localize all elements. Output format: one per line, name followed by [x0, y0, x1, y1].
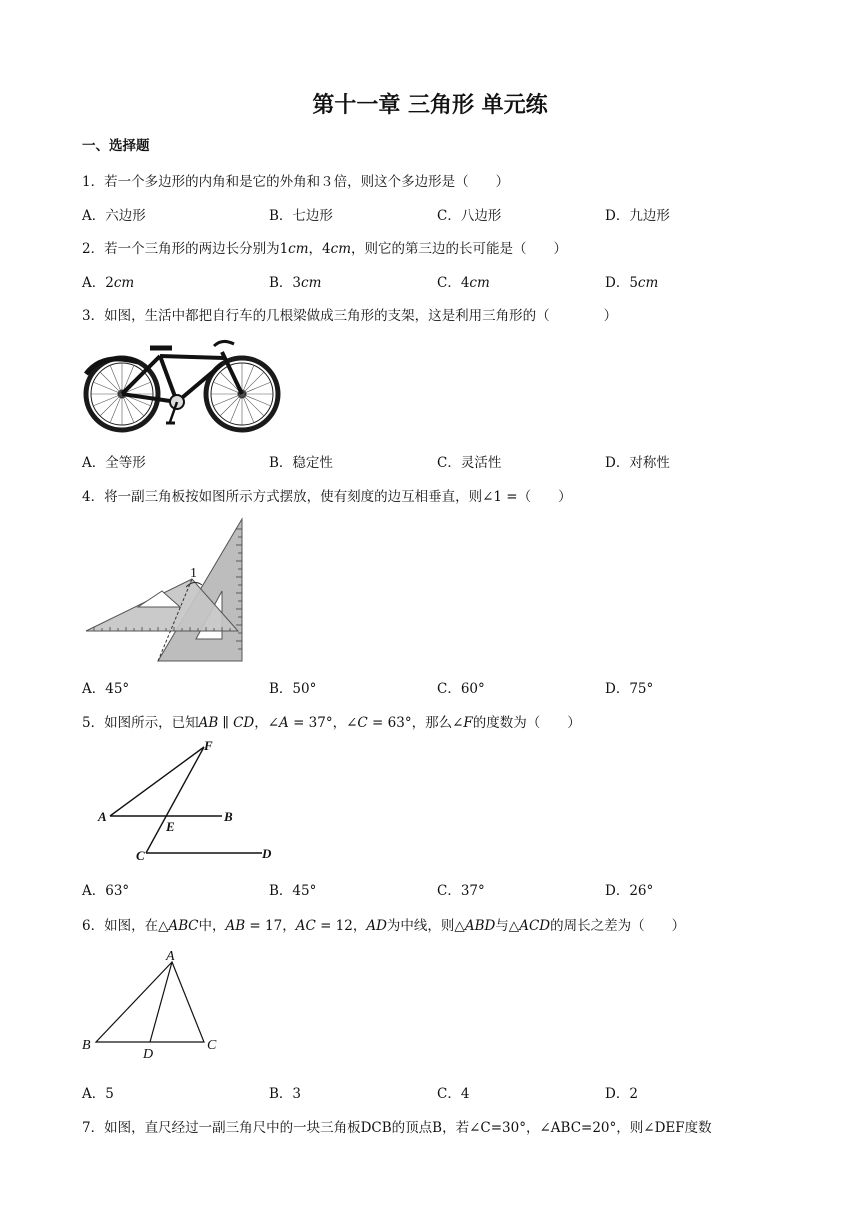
q3-option-d[interactable]: D．对称性: [605, 455, 670, 471]
bicycle-frame: [122, 352, 242, 402]
q6-option-b[interactable]: B．3: [269, 1086, 302, 1102]
handlebar: [214, 341, 234, 346]
q4-option-b[interactable]: B．50°: [269, 681, 317, 697]
q6-option-a[interactable]: A．5: [82, 1086, 114, 1102]
q5-option-b[interactable]: B．45°: [269, 883, 317, 899]
q1-option-a[interactable]: A．六边形: [82, 208, 146, 224]
label-C: C: [136, 848, 145, 863]
q3-option-c[interactable]: C．灵活性: [437, 455, 502, 471]
q2-option-b[interactable]: B．3𝑐𝑚: [269, 275, 322, 291]
triangle-abc-figure: [80, 946, 226, 1062]
label-A: A: [166, 949, 175, 964]
question-3-text: 3．如图，生活中都把自行车的几根梁做成三角形的支架，这是利用三角形的（ ）: [82, 308, 618, 324]
q6-option-c[interactable]: C．4: [437, 1086, 470, 1102]
question-6-text: 6．如图，在△𝐴𝐵𝐶中，𝐴𝐵 = 17，𝐴𝐶 = 12，𝐴𝐷为中线，则△𝐴𝐵𝐷与△𝐴𝐶𝐷的周长之差为（ ）: [82, 918, 686, 934]
q4-option-d[interactable]: D．75°: [605, 681, 654, 697]
parallel-lines-figure: [96, 738, 286, 866]
q1-option-d[interactable]: D．九边形: [605, 208, 670, 224]
label-D: D: [262, 846, 272, 861]
q1-option-b[interactable]: B．七边形: [269, 208, 333, 224]
q5-option-a[interactable]: A．63°: [82, 883, 130, 899]
angle-1-label: 1: [190, 566, 197, 581]
question-4-text: 4．将一副三角板按如图所示方式摆放，使有刻度的边互相垂直，则∠1 =（ ）: [82, 489, 572, 505]
q2-option-a[interactable]: A．2𝑐𝑚: [82, 275, 135, 291]
label-B: B: [82, 1038, 91, 1053]
q3-option-b[interactable]: B．稳定性: [269, 455, 333, 471]
label-B: B: [224, 809, 233, 824]
q2-option-c[interactable]: C．4𝑐𝑚: [437, 275, 490, 291]
question-5-text: 5．如图所示，已知𝐴𝐵 ∥ 𝐶𝐷，∠𝐴 = 37°，∠𝐶 = 63°，那么∠𝐹的度数为（ ）: [82, 715, 581, 731]
label-F: F: [204, 738, 213, 753]
question-2-text: 2．若一个三角形的两边长分别为1𝑐𝑚，4𝑐𝑚，则它的第三边的长可能是（ ）: [82, 241, 567, 257]
question-1-text: 1．若一个多边形的内角和是它的外角和３倍，则这个多边形是（ ）: [82, 174, 510, 190]
label-C: C: [207, 1038, 217, 1053]
page-title: 第十一章 三角形 单元练: [312, 93, 548, 118]
q4-option-c[interactable]: C．60°: [437, 681, 485, 697]
bicycle-figure: [82, 334, 282, 434]
q5-option-c[interactable]: C．37°: [437, 883, 485, 899]
q5-option-d[interactable]: D．26°: [605, 883, 654, 899]
set-squares-figure: [82, 515, 248, 665]
q3-option-a[interactable]: A．全等形: [82, 455, 146, 471]
label-E: E: [166, 819, 175, 834]
label-D: D: [143, 1047, 154, 1062]
question-7-text: 7．如图，直尺经过一副三角尺中的一块三角板DCB的顶点B，若∠C=30°，∠ABC=20°，则∠DEF度数: [82, 1120, 712, 1136]
q6-option-d[interactable]: D．2: [605, 1086, 638, 1102]
q1-option-c[interactable]: C．八边形: [437, 208, 502, 224]
q4-option-a[interactable]: A．45°: [82, 681, 130, 697]
label-A: A: [98, 809, 107, 824]
q2-option-d[interactable]: D．5𝑐𝑚: [605, 275, 659, 291]
section-heading: 一、选择题: [82, 138, 150, 154]
